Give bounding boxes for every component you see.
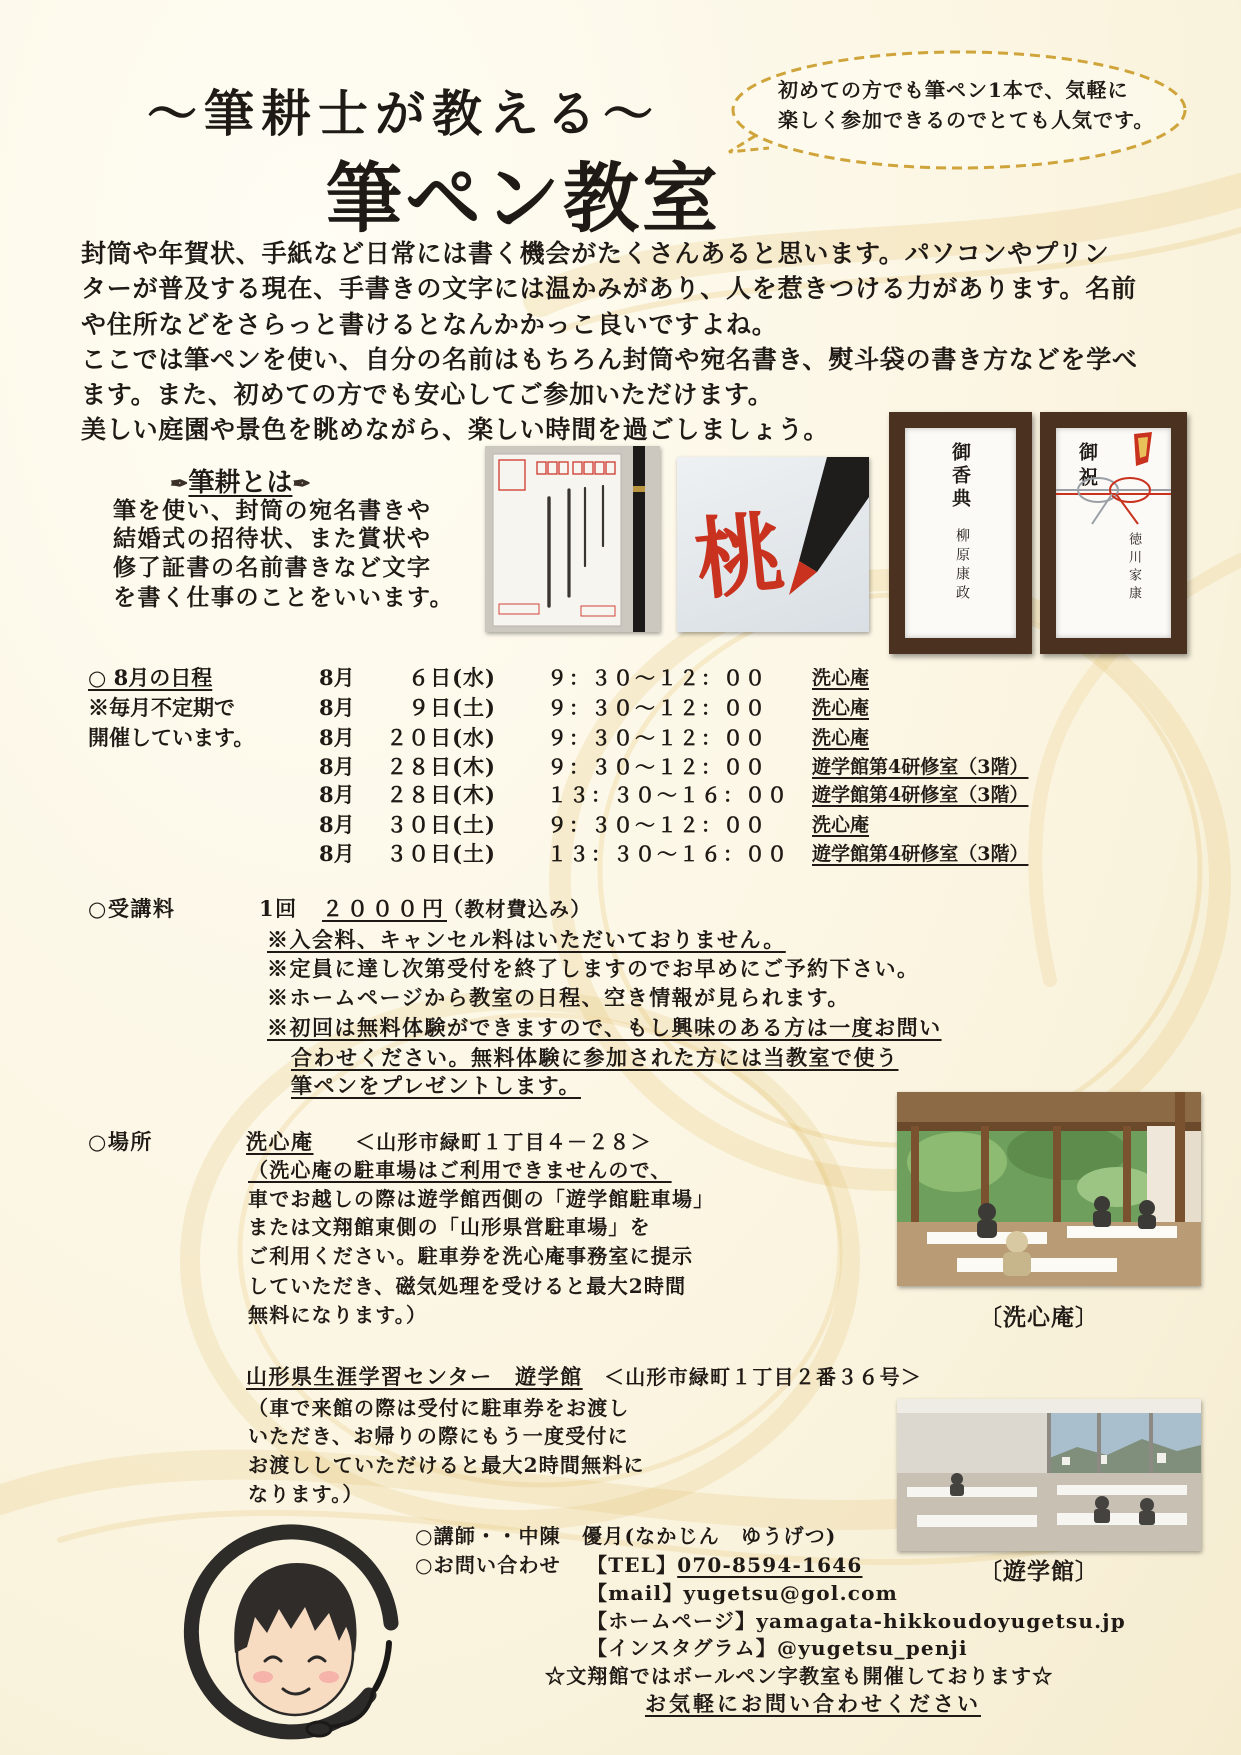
- mizuhiki-knot-icon: [1056, 428, 1171, 638]
- schedule-time: ９：３０～１２：００: [547, 726, 767, 750]
- celebration-name: 徳川家康: [1126, 532, 1141, 604]
- fee-note: ※初回は無料体験ができますので、もし興味のある方は一度お問い: [267, 1015, 942, 1040]
- venue1-parking-note: していただき、磁気処理を受けると最大2時間: [248, 1274, 687, 1298]
- schedule-time: ９：３０～１２：００: [547, 755, 767, 779]
- schedule-month: 8月: [319, 812, 355, 837]
- intro-line: ターが普及する現在、手書きの文字には温かみがあり、人を惹きつける力があります。名前: [81, 274, 1137, 303]
- mail-address: yugetsu@gol.com: [683, 1581, 899, 1605]
- venue2-name: 山形県生涯学習センター 遊学館: [246, 1364, 583, 1389]
- schedule-place: 遊学館第4研修室（3階）: [812, 784, 1029, 806]
- schedule-place: 洗心庵: [812, 667, 870, 689]
- yugakukan-photo: [897, 1399, 1201, 1551]
- condolence-name: 柳原康政: [954, 528, 970, 604]
- schedule-month: 8月: [319, 725, 355, 750]
- tel-number: 070-8594-1646: [677, 1553, 863, 1577]
- hikkou-line: を書く仕事のことをいいます。: [113, 584, 455, 611]
- schedule-time: １３：３０～１６：００: [547, 783, 789, 807]
- web-label: 【ホームページ】: [587, 1609, 757, 1633]
- schedule-time: ９：３０～１２：００: [547, 666, 767, 690]
- closing-message: お気軽にお問い合わせください: [645, 1691, 981, 1716]
- yugakukan-caption: 〔遊学館〕: [979, 1558, 1099, 1585]
- schedule-place: 洗心庵: [812, 814, 870, 836]
- schedule-day: ３０日(土): [386, 812, 496, 837]
- fee-price-note: （教材費込み）: [443, 897, 592, 921]
- venue2-address: ＜山形市緑町１丁目２番３６号＞: [604, 1365, 922, 1389]
- page-subtitle: 〜筆耕士が教える〜: [147, 84, 660, 143]
- schedule-place: 洗心庵: [812, 697, 870, 719]
- venue1-address: ＜山形市緑町１丁目４－２８＞: [355, 1130, 652, 1154]
- venue2-parking-note: （車で来館の際は受付に駐車券をお渡し: [248, 1396, 630, 1420]
- fee-note: ※定員に達し次第受付を終了しますのでお早めにご予約下さい。: [267, 956, 920, 981]
- schedule-day: ２０日(水): [386, 725, 496, 750]
- schedule-day: ２８日(木): [386, 754, 496, 779]
- celebration-envelope: [1056, 428, 1171, 638]
- instagram-label: 【インスタグラム】: [587, 1636, 777, 1660]
- instagram-handle: @yugetsu_penji: [777, 1636, 968, 1660]
- celebration-envelope-frame: [1040, 412, 1187, 654]
- condolence-envelope-frame: [889, 412, 1032, 654]
- intro-line: や住所などをさらっと書けるとなんかかっこ良いですよね。: [81, 310, 778, 339]
- schedule-place: 遊学館第4研修室（3階）: [812, 843, 1029, 865]
- venue1-name: 洗心庵: [246, 1129, 314, 1154]
- intro-line: 封筒や年賀状、手紙など日常には書く機会がたくさんあると思います。パソコンやプリン: [81, 239, 1110, 268]
- schedule-day: ２８日(木): [386, 782, 496, 807]
- schedule-note: 開催しています。: [88, 725, 255, 750]
- fee-price: ２０００円: [322, 896, 447, 921]
- mail-row: [587, 1580, 898, 1606]
- venue2-parking-note: いただき、お帰りの際にもう一度受付に: [248, 1424, 629, 1448]
- fee-note: ※ホームページから教室の日程、空き情報が見られます。: [267, 985, 850, 1010]
- calligraphy-character: 桃: [690, 499, 789, 613]
- venue1-parking-note: （洗心庵の駐車場はご利用できませんので、: [248, 1158, 672, 1182]
- venue1-parking-note: ご利用ください。駐車券を洗心庵事務室に提示: [248, 1244, 694, 1268]
- tel-label: 【TEL】: [587, 1553, 678, 1577]
- bubble-text-line-1: 初めての方でも筆ペン1本で、気軽に: [778, 78, 1129, 102]
- web-url: yamagata-hikkoudoyugetsu.jp: [756, 1609, 1126, 1633]
- yugakukan-room-illustration: [897, 1399, 1201, 1551]
- intro-line: 美しい庭園や景色を眺めながら、楽しい時間を過ごしましょう。: [81, 415, 830, 444]
- fee-note: 合わせください。無料体験に参加された方には当教室で使う: [291, 1045, 899, 1070]
- hikkou-line: 筆を使い、封筒の宛名書きや: [113, 497, 432, 524]
- mail-label: 【mail】: [587, 1581, 684, 1605]
- fee-count: 1回: [259, 896, 298, 921]
- bubble-text-line-2: 楽しく参加できるのでとても人気です。: [778, 108, 1155, 132]
- instructor-line: ○講師・・中陳 優月(なかじん ゆうげつ): [415, 1524, 837, 1548]
- envelope-illustration: [485, 446, 660, 632]
- fee-label: ○受講料: [88, 896, 176, 921]
- condolence-title: 御香典: [949, 442, 971, 511]
- hikkou-line: 修了証書の名前書きなど文字: [113, 554, 432, 581]
- schedule-month: 8月: [319, 782, 355, 807]
- location-label: ○場所: [88, 1129, 153, 1154]
- hikkou-heading: [170, 462, 311, 499]
- schedule-place: 洗心庵: [812, 727, 870, 749]
- schedule-time: ９：３０～１２：００: [547, 696, 767, 720]
- senshinan-caption: 〔洗心庵〕: [979, 1304, 1099, 1331]
- schedule-month: 8月: [319, 841, 355, 866]
- envelope-photo: [485, 446, 660, 632]
- schedule-day: ９日(土): [408, 695, 496, 720]
- venue1-parking-note: 車でお越しの際は遊学館西側の「遊学館駐車場」: [248, 1187, 715, 1211]
- venue1-parking-note: 無料になります。）: [248, 1303, 428, 1327]
- hikkou-line: 結婚式の招待状、また賞状や: [113, 525, 432, 552]
- schedule-day: ３０日(土): [386, 841, 496, 866]
- schedule-note: ※毎月不定期で: [88, 695, 235, 720]
- calligraphy-photo: [677, 457, 869, 632]
- celebration-title: 御祝: [1076, 442, 1098, 492]
- schedule-month: 8月: [319, 695, 355, 720]
- senshinan-photo: [897, 1092, 1201, 1286]
- instructor-avatar: [179, 1513, 419, 1749]
- venue2-parking-note: お渡ししていただけると最大2時間無料に: [248, 1453, 645, 1477]
- condolence-envelope: [905, 428, 1016, 638]
- schedule-time: ９：３０～１２：００: [547, 813, 767, 837]
- schedule-place: 遊学館第4研修室（3階）: [812, 756, 1029, 778]
- intro-line: ます。また、初めての方でも安心してご参加いただけます。: [81, 380, 774, 409]
- venue2-parking-note: なります。）: [248, 1482, 364, 1506]
- ballpen-class-note: ☆文翔館ではボールペン字教室も開催しております☆: [545, 1664, 1054, 1688]
- pen-nib-icon: ✒: [292, 471, 311, 497]
- venue1-parking-note: または文翔館東側の「山形県営駐車場」を: [248, 1215, 651, 1239]
- schedule-time: １３：３０～１６：００: [547, 842, 789, 866]
- pen-nib-icon: ✒: [170, 471, 189, 497]
- hikkou-heading-text: 筆耕とは: [188, 468, 293, 498]
- page-title: 筆ペン教室: [326, 154, 721, 243]
- intro-line: ここでは筆ペンを使い、自分の名前はもちろん封筒や宛名書き、熨斗袋の書き方などを学べ: [81, 345, 1138, 374]
- fee-note: 筆ペンをプレゼントします。: [291, 1073, 581, 1098]
- schedule-month: 8月: [319, 665, 355, 690]
- brush-pen-illustration: [677, 457, 869, 632]
- tel-row: [587, 1552, 862, 1578]
- schedule-heading: ○ 8月の日程: [88, 665, 213, 690]
- fee-note: ※入会料、キャンセル料はいただいておりません。: [267, 927, 786, 952]
- senshinan-room-illustration: [897, 1092, 1201, 1286]
- web-row: [587, 1608, 1126, 1634]
- instagram-row: [587, 1635, 968, 1661]
- schedule-month: 8月: [319, 754, 355, 779]
- schedule-day: ６日(水): [408, 665, 496, 690]
- inquiry-label: ○お問い合わせ: [415, 1553, 561, 1577]
